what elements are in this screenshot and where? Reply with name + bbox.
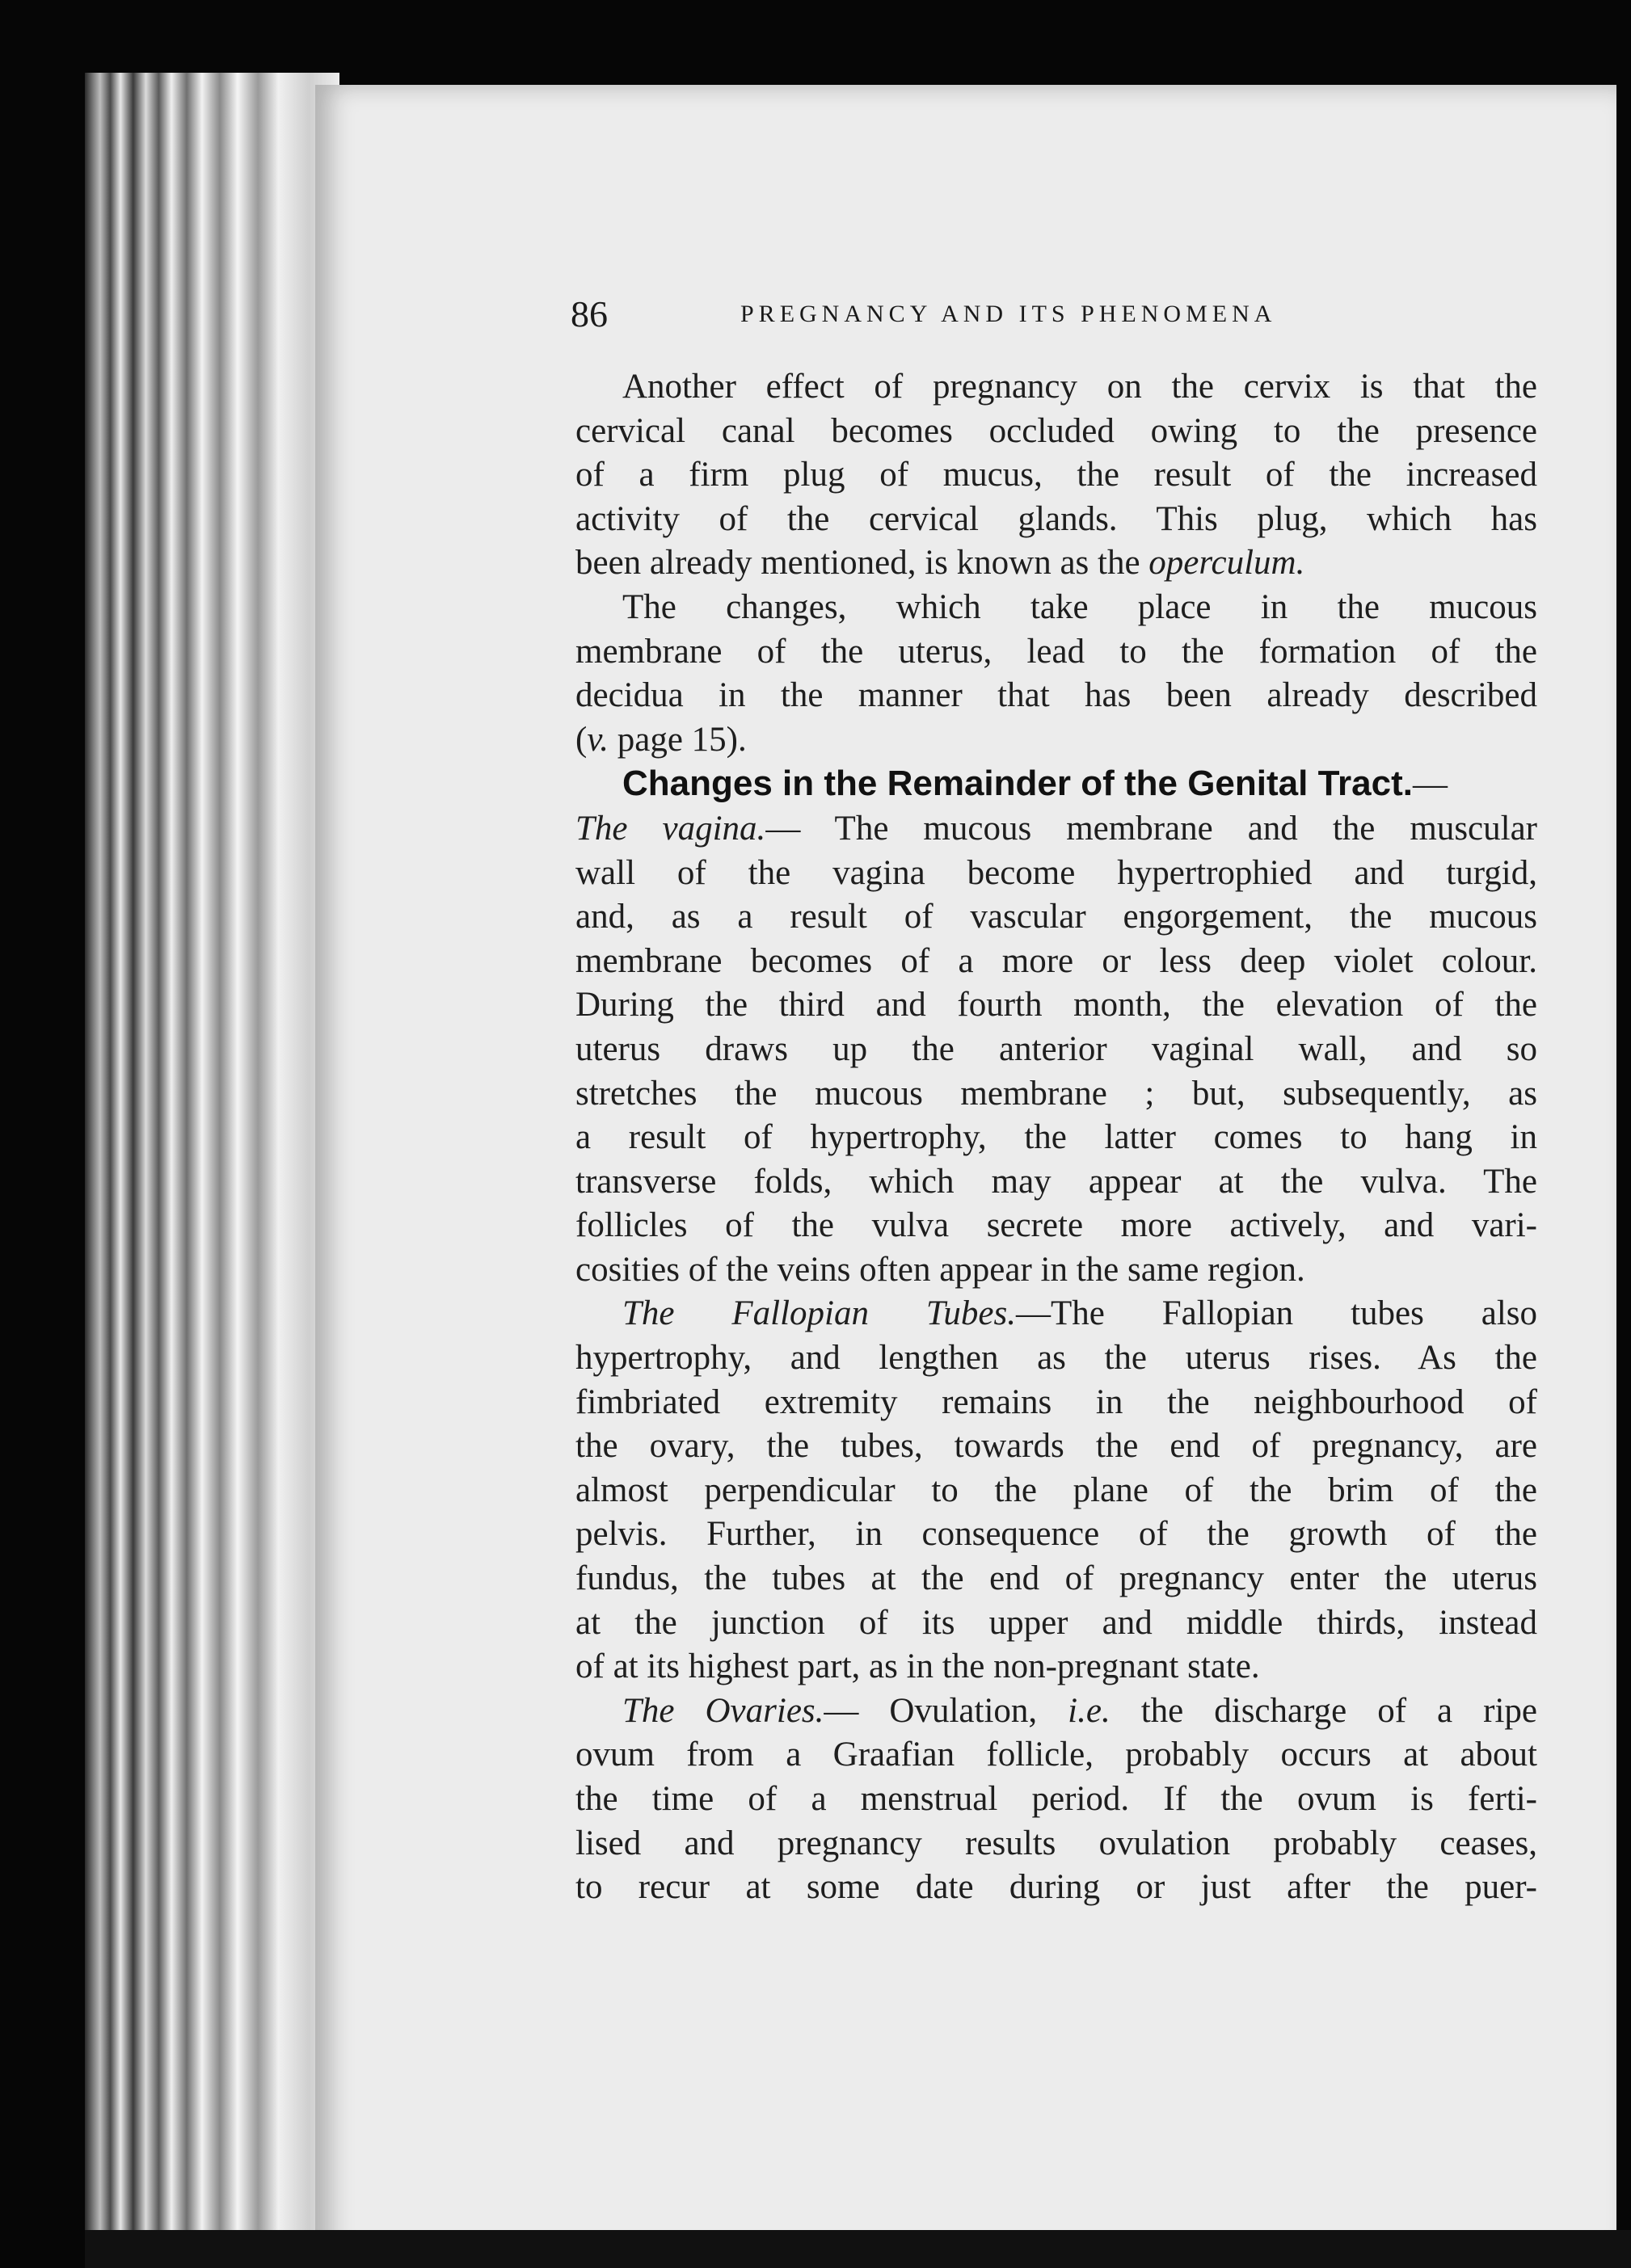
text-line: cervical canal becomes occluded owing to the presence [575, 411, 1537, 450]
text-line: ovum from a Graafian follicle, probably occurs at about [575, 1736, 1537, 1774]
text-line: a result of hypertrophy, the latter comes to hang in [575, 1118, 1537, 1157]
text-line: uterus draws up the anterior vaginal wall, and so [575, 1029, 1537, 1068]
text-run: the discharge of a ripe [1110, 1691, 1538, 1730]
text-line: and, as a result of vascular engorgement, the mucous [575, 898, 1537, 936]
text-line: fimbriated extremity remains in the neighbourhood of [575, 1382, 1537, 1421]
subsection-label: The Ovaries. [622, 1691, 824, 1730]
text-line: membrane of the uterus, lead to the formation of the [575, 632, 1537, 671]
text-line [575, 718, 1537, 763]
text-line: at the junction of its upper and middle thirds, instead [575, 1603, 1537, 1642]
text-run: ( [575, 720, 588, 759]
text-line: pelvis. Further, in consequence of the growth of the [575, 1515, 1537, 1554]
text-line: the ovary, the tubes, towards the end of pregnancy, are [575, 1427, 1537, 1466]
text-run: — Ovulation, [824, 1691, 1068, 1730]
text-line [575, 807, 1537, 852]
text-line: hypertrophy, and lengthen as the uterus rises. As the [575, 1339, 1537, 1378]
page-edges [85, 73, 339, 2246]
text-line: follicles of the vulva secrete more actively, and vari- [575, 1206, 1537, 1245]
section-heading: Changes in the Remainder of the Genital Tract. [622, 764, 1413, 804]
text-line: fundus, the tubes at the end of pregnancy enter the uterus [575, 1559, 1537, 1598]
italic-term: operculum. [1148, 544, 1305, 583]
text-run: page 15). [608, 720, 747, 759]
text-line: During the third and fourth month, the elevation of the [575, 986, 1537, 1025]
text-line: lised and pregnancy results ovulation probably ceases, [575, 1824, 1537, 1862]
running-title: PREGNANCY AND ITS PHENOMENA [740, 301, 1277, 327]
text-line: cosities of the veins often appear in the same region. [575, 1250, 1305, 1289]
page-number: 86 [571, 293, 608, 335]
subsection-label: The Fallopian Tubes. [622, 1294, 1017, 1333]
text-line: the time of a menstrual period. If the ovum is ferti- [575, 1780, 1537, 1818]
text-line: of a firm plug of mucus, the result of the increased [575, 456, 1537, 494]
text-line [575, 1689, 1537, 1734]
text-line: stretches the mucous membrane ; but, subsequently, as [575, 1074, 1537, 1113]
heading-dash: — [1412, 765, 1448, 804]
text-line: The changes, which take place in the mucous [622, 587, 1537, 626]
subsection-label: The vagina. [575, 809, 766, 848]
scan-bottom-edge [85, 2230, 1631, 2268]
running-head [571, 293, 1524, 338]
page-text [575, 365, 1537, 1910]
text-line: wall of the vagina become hypertrophied and turgid, [575, 853, 1537, 892]
text-line: membrane becomes of a more or less deep violet colour. [575, 941, 1537, 980]
text-run: — The mucous membrane and the muscular [765, 809, 1537, 848]
section-heading-line [575, 762, 1537, 807]
text-line: activity of the cervical glands. This plug, which has [575, 499, 1537, 538]
text-line: to recur at some date during or just after the puer- [575, 1868, 1537, 1907]
text-line [575, 1292, 1537, 1336]
text-line [575, 541, 1537, 586]
text-line: Another effect of pregnancy on the cervix is that the [622, 368, 1537, 406]
text-line: almost perpendicular to the plane of the brim of the [575, 1471, 1537, 1509]
italic-term: i.e. [1068, 1691, 1111, 1730]
text-line: of at its highest part, as in the non-pregnant state. [575, 1647, 1260, 1686]
text-line: transverse folds, which may appear at the vulva. The [575, 1162, 1537, 1201]
text-run: —The Fallopian tubes also [1016, 1294, 1538, 1333]
text-run: been already mentioned, is known as the [575, 544, 1149, 583]
text-line: decidua in the manner that has been already described [575, 676, 1537, 715]
italic-term: v. [587, 720, 609, 759]
